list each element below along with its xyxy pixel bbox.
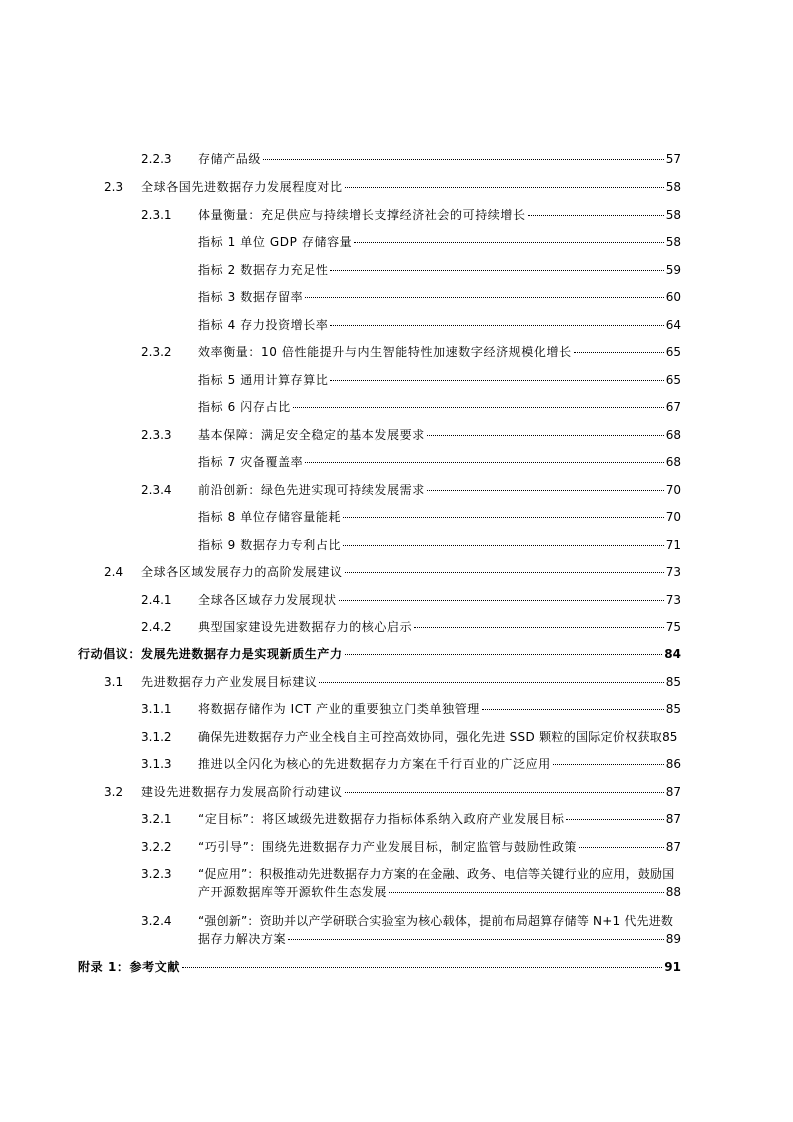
toc-entry-number: 2.3.2 [141, 345, 172, 359]
toc-entry-title: 基本保障：满足安全稳定的基本发展要求 [198, 428, 425, 442]
toc-entry-number: 2.4 [104, 565, 124, 579]
dot-leader [354, 242, 663, 243]
dot-leader [482, 709, 664, 710]
toc-entry-page: 85 [662, 730, 678, 744]
toc-entry-page: 71 [665, 538, 681, 552]
toc-entry-page: 59 [665, 263, 681, 277]
dot-leader [288, 939, 664, 940]
toc-entry-page: 87 [665, 785, 681, 799]
toc-entry-title: 全球各区域存力发展现状 [198, 593, 337, 607]
toc-entry-3-2-4[interactable] [0, 912, 793, 952]
dot-leader [574, 352, 664, 353]
toc-entry-number: 3.1.1 [141, 702, 172, 716]
toc-entry-number: 2.3.1 [141, 208, 172, 222]
toc-entry-number: 2.3 [104, 180, 124, 194]
dot-leader [343, 545, 664, 546]
dot-leader [330, 270, 663, 271]
dot-leader [528, 215, 664, 216]
dot-leader [330, 380, 663, 381]
toc-entry-title: 指标 6 闪存占比 [198, 400, 291, 414]
toc-entry-title: 指标 4 存力投资增长率 [198, 318, 329, 332]
toc-entry-title: 附录 1：参考文献 [78, 960, 180, 974]
toc-entry-number: 3.1.2 [141, 730, 172, 744]
dot-leader [414, 627, 664, 628]
toc-entry-number: 3.2.2 [141, 840, 172, 854]
dot-leader [263, 159, 664, 160]
toc-entry-page: 60 [665, 290, 681, 304]
toc-entry-title: 指标 9 数据存力专利占比 [198, 538, 342, 552]
toc-entry-number: 3.2 [104, 785, 124, 799]
toc-entry-page: 58 [665, 235, 681, 249]
toc-entry-number: 3.1 [104, 675, 124, 689]
toc-entry-number: 2.4.1 [141, 593, 172, 607]
toc-entry-title: 存储产品级 [198, 152, 262, 166]
dot-leader [345, 572, 664, 573]
toc-entry-title: 全球各区域发展存力的高阶发展建议 [141, 565, 343, 579]
toc-entry-title: “强创新”：资助并以产学研联合实验室为核心载体，提前布局超算存储等 N+1 代先进数 [198, 914, 674, 928]
toc-entry-title: 将数据存储作为 ICT 产业的重要独立门类单独管理 [198, 702, 480, 716]
toc-entry-page: 89 [665, 932, 681, 946]
toc-entry-title: “巧引导”：围绕先进数据存力产业发展目标，制定监管与鼓励性政策 [198, 840, 578, 854]
toc-entry-page: 70 [665, 510, 681, 524]
dot-leader [345, 792, 664, 793]
toc-entry-page: 86 [665, 757, 681, 771]
toc-entry-title: 指标 7 灾备覆盖率 [198, 455, 304, 469]
toc-entry-title: 体量衡量：充足供应与持续增长支撑经济社会的可持续增长 [198, 208, 526, 222]
toc-entry-title: 效率衡量：10 倍性能提升与内生智能特性加速数字经济规模化增长 [198, 345, 572, 359]
toc-entry-title: 先进数据存力产业发展目标建议 [141, 675, 318, 689]
dot-leader [305, 462, 663, 463]
toc-entry-page: 70 [665, 483, 681, 497]
toc-entry-page: 87 [665, 840, 681, 854]
toc-entry-page: 65 [665, 345, 681, 359]
toc-entry-title: 指标 3 数据存留率 [198, 290, 304, 304]
toc-entry-title: 指标 8 单位存储容量能耗 [198, 510, 342, 524]
toc-entry-page: 64 [665, 318, 681, 332]
toc-entry-number: 2.3.3 [141, 428, 172, 442]
toc-entry-title: 指标 2 数据存力充足性 [198, 263, 329, 277]
dot-leader [319, 682, 663, 683]
toc-entry-page: 58 [665, 208, 681, 222]
dot-leader [293, 407, 664, 408]
dot-leader [345, 187, 664, 188]
toc-entry-page: 75 [665, 620, 681, 634]
toc-entry-page: 65 [665, 373, 681, 387]
toc-entry-title: 行动倡议：发展先进数据存力是实现新质生产力 [78, 647, 343, 661]
toc-entry-page: 67 [665, 400, 681, 414]
dot-leader [330, 325, 663, 326]
toc-entry-number: 2.3.4 [141, 483, 172, 497]
dot-leader [566, 819, 663, 820]
toc-entry-title-continued: 据存力解决方案 [198, 932, 287, 946]
dot-leader [345, 654, 663, 655]
toc-entry-number: 3.2.3 [141, 867, 172, 881]
toc-entry-number: 2.2.3 [141, 152, 172, 166]
toc-entry-page: 87 [665, 812, 681, 826]
toc-entry-title: “促应用”：积极推动先进数据存力方案的在金融、政务、电信等关键行业的应用，鼓励国 [198, 867, 675, 881]
toc-entry-page: 85 [665, 675, 681, 689]
dot-leader [389, 892, 664, 893]
toc-entry-title: 前沿创新：绿色先进实现可持续发展需求 [198, 483, 425, 497]
toc-entry-title-continued: 产开源数据库等开源软件生态发展 [198, 885, 388, 899]
toc-entry-page: 84 [664, 647, 681, 661]
toc-entry-page: 73 [665, 593, 681, 607]
dot-leader [427, 490, 664, 491]
toc-entry-page: 68 [665, 455, 681, 469]
dot-leader [343, 517, 664, 518]
toc-entry-title: 建设先进数据存力发展高阶行动建议 [141, 785, 343, 799]
toc-entry-page: 91 [664, 960, 681, 974]
toc-entry-title: 指标 1 单位 GDP 存储容量 [198, 235, 353, 249]
toc-entry-3-2-3[interactable] [0, 865, 793, 905]
toc-entry-page: 88 [665, 885, 681, 899]
toc-entry-page: 85 [665, 702, 681, 716]
toc-entry-page: 58 [665, 180, 681, 194]
toc-entry-number: 2.4.2 [141, 620, 172, 634]
dot-leader [182, 967, 662, 968]
toc-entry-page: 73 [665, 565, 681, 579]
dot-leader [579, 847, 664, 848]
toc-entry-title: 典型国家建设先进数据存力的核心启示 [198, 620, 413, 634]
dot-leader [553, 764, 664, 765]
toc-entry-title: 指标 5 通用计算存算比 [198, 373, 329, 387]
toc-entry-title: “定目标”：将区域级先进数据存力指标体系纳入政府产业发展目标 [198, 812, 565, 826]
dot-leader [427, 435, 664, 436]
toc-entry-title: 确保先进数据存力产业全栈自主可控高效协同，强化先进 SSD 颗粒的国际定价权获取 [198, 730, 663, 744]
toc-entry-number: 3.1.3 [141, 757, 172, 771]
toc-entry-page: 68 [665, 428, 681, 442]
dot-leader [339, 600, 664, 601]
toc-entry-page: 57 [665, 152, 681, 166]
toc-entry-title: 推进以全闪化为核心的先进数据存力方案在千行百业的广泛应用 [198, 757, 551, 771]
toc-entry-number: 3.2.1 [141, 812, 172, 826]
dot-leader [305, 297, 663, 298]
toc-entry-number: 3.2.4 [141, 914, 172, 928]
toc-entry-title: 全球各国先进数据存力发展程度对比 [141, 180, 343, 194]
